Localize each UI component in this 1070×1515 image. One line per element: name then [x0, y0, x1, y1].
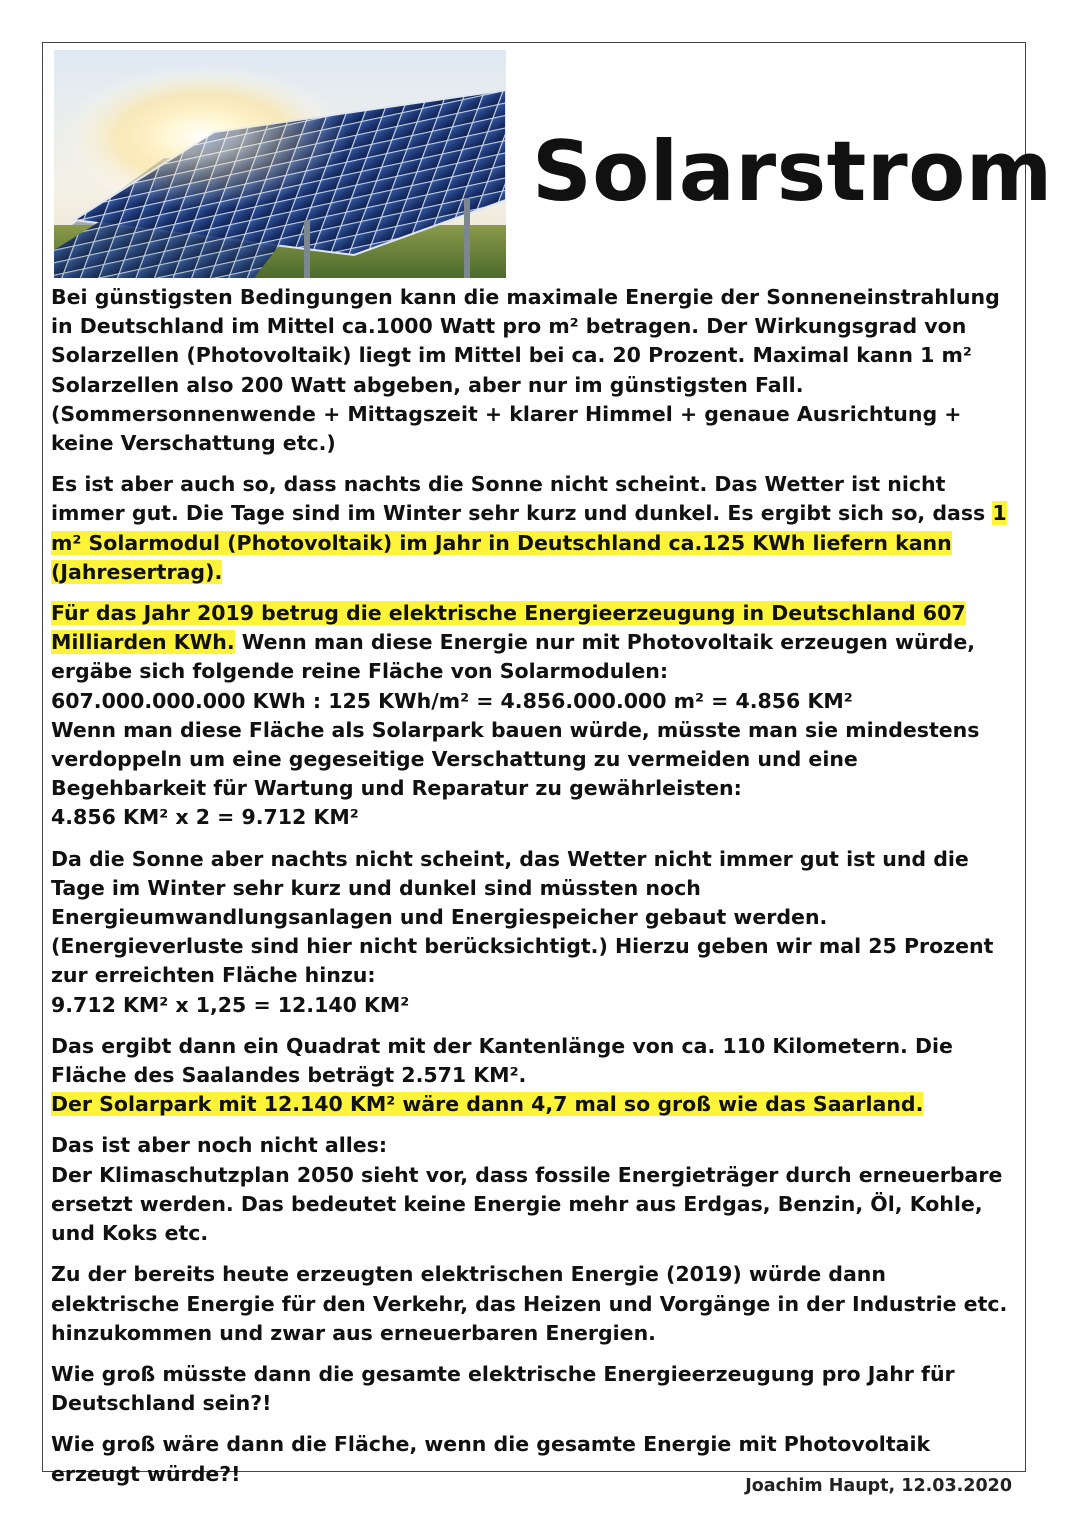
paragraph-climate-plan: [51, 1131, 1019, 1248]
calculation-area: 607.000.000.000 KWh : 125 KWh/m² = 4.856.000.000 m² = 4.856 KM²: [51, 688, 853, 713]
paragraph-yield: [51, 470, 1019, 587]
paragraph-energy-2019-text: Wenn man diese Energie nur mit Photovoltaik erzeugen würde, ergäbe sich folgende reine Fläche von Solarmodulen:: [51, 630, 976, 684]
paragraph-saarland: [51, 1032, 1019, 1120]
highlight-energy-2019: Für das Jahr 2019 betrug die elektrische Energieerzeugung in Deutschland 607 Milliarden KWh.: [51, 601, 966, 655]
paragraph-saarland-text: Das ergibt dann ein Quadrat mit der Kantenlänge von ca. 110 Kilometern. Die Fläche des Saalandes beträgt 2.571 KM².: [51, 1033, 953, 1088]
paragraph-solar-park-text: Wenn man diese Fläche als Solarpark bauen würde, müsste man sie mindestens verdoppeln um eine gegeseitige Verschattung zu vermeiden und eine Begehbarkeit für Wartung und Reparatur zu gewährleisten:: [51, 717, 980, 801]
paragraph-energy-2019: [51, 599, 1019, 833]
article-body: [51, 283, 1019, 1501]
question-total-energy: Wie groß müsste dann die gesamte elektrische Energieerzeugung pro Jahr für Deutschland sein?!: [51, 1361, 955, 1416]
calculation-total-area: 9.712 KM² x 1,25 = 12.140 KM²: [51, 992, 410, 1017]
calculation-doubled-area: 4.856 KM² x 2 = 9.712 KM²: [51, 805, 359, 830]
paragraph-additional-energy: Zu der bereits heute erzeugten elektrischen Energie (2019) würde dann elektrische Energie für den Verkehr, das Heizen und Vorgänge in der Industrie etc. hinzukommen und zwar aus erneuerbaren Energien.: [51, 1262, 1008, 1345]
page-title: Solarstrom: [532, 123, 1053, 220]
paragraph-climate-plan-heading: Das ist aber noch nicht alles:: [51, 1133, 388, 1158]
paragraph-climate-plan-text: Der Klimaschutzplan 2050 sieht vor, dass fossile Energieträger durch erneuerbare ersetzt werden. Das bedeutet keine Energie mehr aus Erdgas, Benzin, Öl, Kohle, und Koks etc.: [51, 1162, 1003, 1246]
solar-panel-image: [54, 50, 506, 278]
paragraph-yield-text: Es ist aber auch so, dass nachts die Sonne nicht scheint. Das Wetter ist nicht immer gut. Die Tage sind im Winter sehr kurz und dunkel. Es ergibt sich so, dass: [51, 472, 993, 526]
paragraph-irradiation: Bei günstigsten Bedingungen kann die maximale Energie der Sonneneinstrahlung in Deutschland im Mittel ca.1000 Watt pro m² betragen. Der Wirkungsgrad von Solarzellen (Photovoltaik) liegt im Mittel bei ca. 20 Prozent. Maximal kann 1 m² Solarzellen also 200 Watt abgeben, aber nur im günstigsten Fall. (Sommersonnenwende + Mittagszeit + klarer Himmel + genaue Ausrichtung + keine Verschattung etc.): [51, 285, 1000, 456]
solar-panel-photo: [54, 50, 506, 278]
highlight-saarland: Der Solarpark mit 12.140 KM² wäre dann 4,7 mal so groß wie das Saarland.: [51, 1092, 924, 1117]
paragraph-storage: [51, 845, 1019, 1020]
question-total-area: Wie groß wäre dann die Fläche, wenn die gesamte Energie mit Photovoltaik erzeugt würde?!: [51, 1432, 931, 1486]
paragraph-storage-text: Da die Sonne aber nachts nicht scheint, das Wetter nicht immer gut ist und die Tage im Winter sehr kurz und dunkel sind müssten noch Energieumwandlungsanlagen und Energiespeicher gebaut werden. (Energieverluste sind hier nicht berücksichtigt.) Hierzu geben wir mal 25 Prozent zur erreichten Fläche hinzu:: [51, 846, 994, 988]
highlight-annual-yield: 1 m² Solarmodul (Photovoltaik) im Jahr in Deutschland ca.125 KWh liefern kann (Jahresertrag).: [51, 501, 1007, 584]
highlight-line-wrapper: [51, 1090, 1019, 1119]
author-signature: Joachim Haupt, 12.03.2020: [745, 1476, 1012, 1496]
